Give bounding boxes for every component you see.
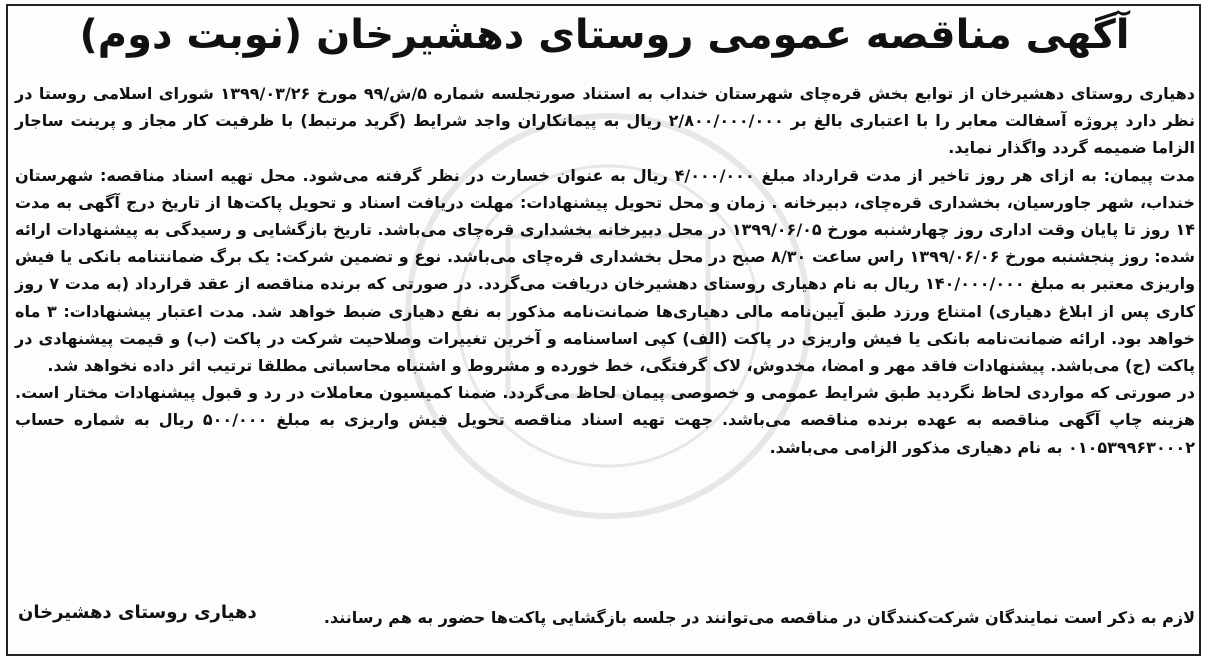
duration-label: مدت پیمان: — [1103, 165, 1196, 185]
docs-place-text: شهرستان خنداب، شهر جاورسیان، بخشداری قره‌چای، دبیرخانه . — [15, 165, 1195, 212]
intro-text-2: را با اعتباری بالغ بر ۲/۸۰۰/۰۰۰/۰۰۰ ریال به پیمانکاران واجد شرایط (گرید مرتبط) با ظرفیت کار مجاز و پرینت ساجار الزاما ضمیمه گردد واگذار نماید. — [15, 111, 1195, 158]
project-label: پروژه آسفالت معابر — [957, 111, 1119, 131]
opening-text: روز پنجشنبه مورخ ۱۳۹۹/۰۶/۰۶ راس ساعت ۸/۳۰ صبح در محل بخشداری قره‌چای می‌باشد. — [446, 247, 1149, 267]
delivery-label: زمان و محل تحویل پیشنهادات: — [520, 192, 766, 212]
terms-paragraph: در صورتی که مواردی لحاظ نگردید طبق شرایط عمومی و خصوصی پیمان لحاظ می‌گردد. ضمنا کمیسیون معاملات در رد و قبول پیشنهادات مختار است. هزینه چاپ آگهی مناقصه به عهده برنده مناقصه می‌باشد. جهت تهیه اسناد مناقصه تحویل فیش واریزی به مبلغ ۵۰۰/۰۰۰ ریال به شماره حساب ۰۱۰۵۳۹۹۶۳۰۰۰۲ به نام دهیاری مذکور الزامی می‌باشد. — [15, 383, 1195, 457]
intro-text-1: دهیاری روستای دهشیرخان از توابع بخش قره‌چای شهرستان خنداب به استناد صورتجلسه شماره ۵/ش/۹۹ مورخ ۱۳۹۹/۰۳/۲۶ شورای اسلامی روستا در نظر دارد — [15, 84, 1196, 131]
signature: دهیاری روستای دهشیرخان — [18, 602, 257, 623]
closing-text: لازم به ذکر است نمایندگان شرکت‌کنندگان در مناقصه می‌توانند در جلسه بازگشایی پاکت‌ها حضور به هم رسانند. — [323, 608, 1195, 627]
guarantee-text: یک برگ ضمانتنامه بانکی یا فیش واریزی معتبر به مبلغ ۱۴۰/۰۰۰/۰۰۰ ریال به نام دهیاری روستای دهشیرخان دریافت می‌گردد. در صورتی که برنده مناقصه از عقد قرارداد (به مدت ۷ روز کاری پس از ابلاغ دهیاری) امتناع ورزد طبق آیین‌نامه مالی دهیاری‌ها ضمانت‌نامه مذکور به نفع دهیاری ضبط خواهد شد. — [15, 247, 1196, 321]
docs-place-label: محل تهیه اسناد مناقصه: — [100, 165, 296, 185]
notice-title: آگهی مناقصه عمومی روستای دهشیرخان (نوبت دوم) — [79, 12, 1130, 58]
delivery-text: مهلت دریافت اسناد و تحویل پاکت‌ها از تاریخ درج آگهی به مدت ۱۴ روز تا پایان وقت اداری روز چهارشنبه مورخ ۱۳۹۹/۰۶/۰۵ در محل دبیرخانه بخشداری قره‌چای می‌باشد. — [15, 192, 1196, 240]
details-paragraph — [15, 162, 1195, 380]
validity-text: ۳ ماه خواهد بود. ارائه ضمانت‌نامه بانکی یا فیش واریزی در پاکت (الف) کپی اساسنامه و آخرین تغییرات وصلاحیت شرکت در پاکت (ب) و قیمت پیشنهادی در پاکت (ج) می‌باشد. پیشنهادات فاقد مهر و امضا، مخدوش، لاک گرفتگی، خط خورده و مشروط و اشتباه محاسباتی مطلقا ترتیب اثر داده نخواهد شد. — [15, 301, 1195, 376]
guarantee-label: نوع و تضمین شرکت: — [275, 247, 442, 267]
duration-text: به ازای هر روز تاخیر از مدت قرارداد مبلغ ۴/۰۰۰/۰۰۰ ریال به عنوان خسارت در نظر گرفته می‌شود. — [302, 165, 1097, 185]
notice-body — [15, 80, 1195, 461]
intro-paragraph — [15, 80, 1195, 162]
validity-label: مدت اعتبار پیشنهادات: — [63, 301, 245, 321]
opening-label: تاریخ بازگشایی و رسیدگی به پیشنهادات ارائه شده: — [15, 220, 1196, 267]
footer-row — [10, 604, 1195, 634]
